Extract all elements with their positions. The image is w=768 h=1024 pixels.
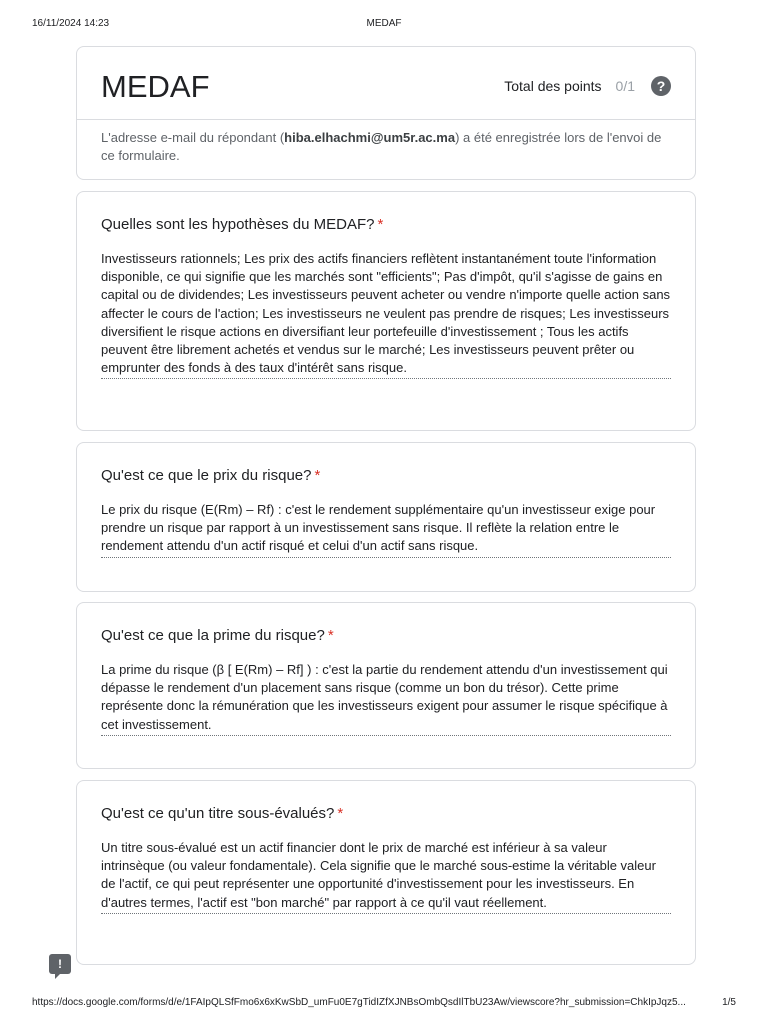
question-card bbox=[76, 602, 696, 769]
required-asterisk: * bbox=[377, 216, 384, 233]
question-card bbox=[76, 442, 696, 592]
header-divider bbox=[77, 119, 695, 120]
print-date: 16/11/2024 14:23 bbox=[32, 18, 110, 29]
question-title-text: Qu'est ce que la prime du risque? bbox=[101, 627, 325, 644]
question-title bbox=[101, 216, 671, 233]
question-title bbox=[101, 805, 671, 822]
email-note-suffix: ) a été enregistrée lors de l'envoi de ce formulaire. bbox=[101, 130, 662, 163]
answer-text: La prime du risque (β [ E(Rm) – Rf] ) : c'est la partie du rendement attendu d'un investissement qui dépasse le rendement d'un placement sans risque (comme un bon du trésor). Cette prime représente donc la rémunération que les investisseurs exigent pour assumer le risque spécifique à cet investissement. bbox=[101, 661, 671, 736]
question-title-text: Qu'est ce qu'un titre sous-évalués? bbox=[101, 805, 335, 822]
answer-text: Le prix du risque (E(Rm) – Rf) : c'est le rendement supplémentaire qu'un investisseur exige pour prendre un risque par rapport à un investissement sans risque. Il reflète la relation entre le rendement attendu d'un actif risqué et celui d'un actif sans risque. bbox=[101, 501, 671, 558]
score-value: 0/1 bbox=[615, 78, 635, 94]
print-footer bbox=[32, 997, 736, 1011]
form-header-card bbox=[76, 46, 696, 180]
total-score bbox=[504, 76, 671, 96]
question-card bbox=[76, 780, 696, 965]
feedback-glyph: ! bbox=[58, 957, 62, 971]
email-note-prefix: L'adresse e-mail du répondant ( bbox=[101, 130, 285, 145]
print-url: https://docs.google.com/forms/d/e/1FAIpQLSfFmo6x6xKwSbD_umFu0E7gTidIZfXJNBsOmbQsdIlTbU23Aw/viewscore?hr_submission=ChkIpJqz5... bbox=[32, 997, 686, 1008]
form-title: MEDAF bbox=[101, 69, 210, 104]
respondent-email: hiba.elhachmi@um5r.ac.ma bbox=[284, 130, 456, 145]
question-card bbox=[76, 191, 696, 431]
help-icon[interactable]: ? bbox=[651, 76, 671, 96]
required-asterisk: * bbox=[327, 627, 334, 644]
required-asterisk: * bbox=[337, 805, 344, 822]
print-page-number: 1/5 bbox=[722, 997, 736, 1008]
score-label: Total des points bbox=[504, 78, 602, 94]
question-title bbox=[101, 627, 671, 644]
required-asterisk: * bbox=[314, 467, 321, 484]
answer-text: Un titre sous-évalué est un actif financier dont le prix de marché est inférieur à sa valeur intrinsèque (ou valeur fondamentale). Cela signifie que le marché sous-estime la véritable valeur de l'actif, ce qui peut représenter une opportunité d'investissement pour les investisseurs. En d'autres termes, l'actif est "bon marché" par rapport à ce qu'il vaut réellement. bbox=[101, 839, 671, 914]
print-header bbox=[32, 18, 736, 32]
respondent-email-note bbox=[101, 129, 671, 165]
question-title-text: Quelles sont les hypothèses du MEDAF? bbox=[101, 216, 375, 233]
question-title bbox=[101, 467, 671, 484]
report-feedback-icon[interactable] bbox=[49, 954, 71, 974]
print-title: MEDAF bbox=[366, 18, 402, 29]
answer-text: Investisseurs rationnels; Les prix des actifs financiers reflètent instantanément toute l'information disponible, ce qui signifie que les marchés sont "efficients"; Pas d'impôt, qu'il s'agisse de gains en capital ou de dividendes; Les investisseurs peuvent acheter ou vendre n'importe quelle action sans affecter le cours de l'action; Les investisseurs ne veulent pas prendre de risques; Les investisseurs diversifient le risque actions en diversifiant leur portefeuille d'investissement ; Tous les actifs peuvent être librement achetés et vendus sur le marché; Les investisseurs peuvent prêter ou emprunter des fonds à des taux d'intérêt sans risque. bbox=[101, 250, 671, 379]
question-title-text: Qu'est ce que le prix du risque? bbox=[101, 467, 312, 484]
